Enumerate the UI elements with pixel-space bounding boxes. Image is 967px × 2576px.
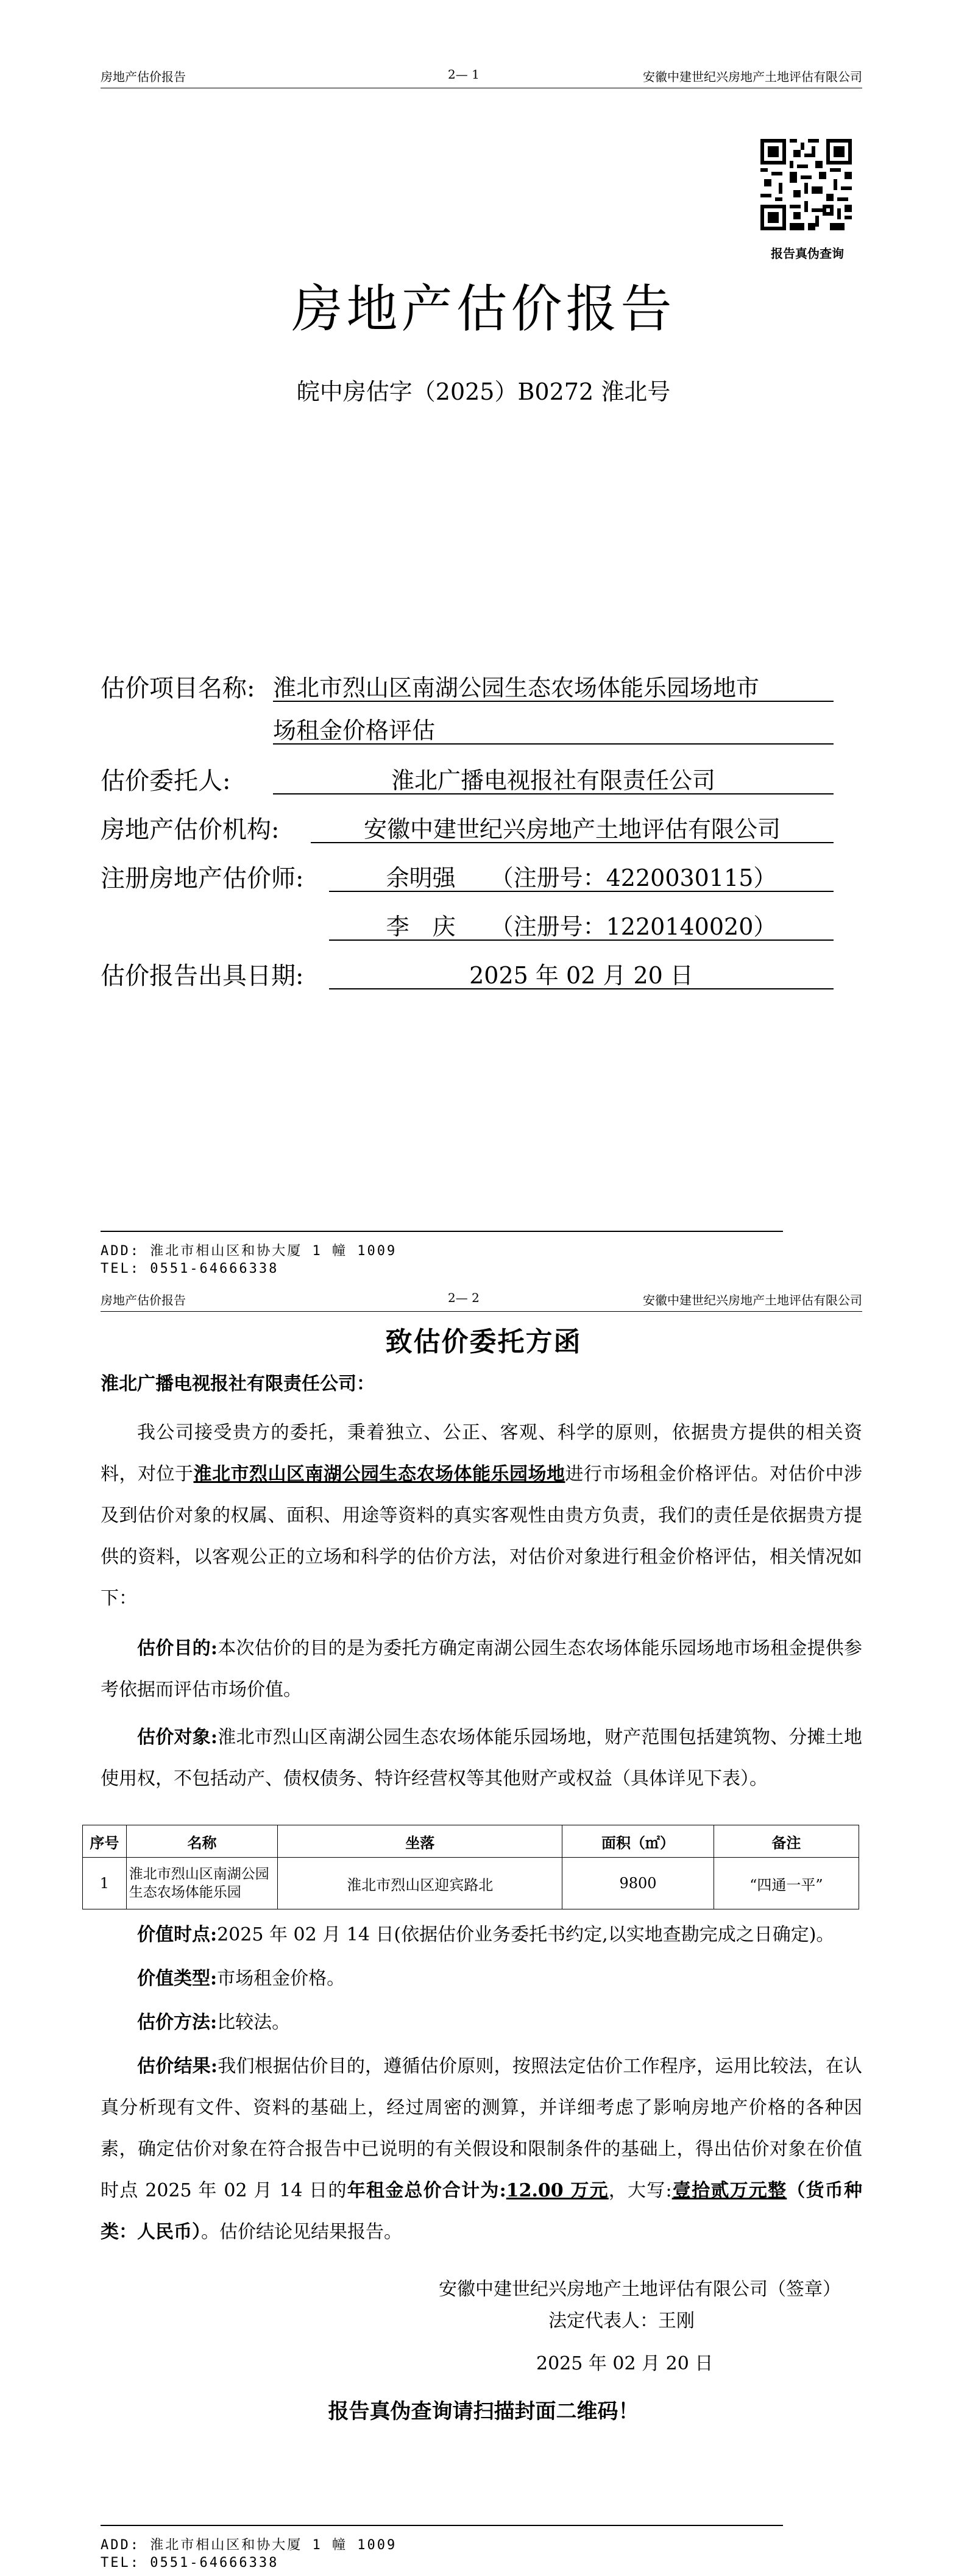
time-label: 价值时点: (137, 1924, 218, 1945)
agency-value: 安徽中建世纪兴房地产土地评估有限公司 (311, 810, 834, 843)
footer-tel: TEL: 0551-64666338 (101, 2555, 279, 2571)
method-paragraph: 估价方法:比较法。 (137, 2012, 291, 2033)
valuer-2: 李 庆 （注册号：1220140020） (329, 908, 834, 941)
result-amount-upper: 壹拾贰万元整 (671, 2180, 787, 2201)
object-paragraph: 估价对象:淮北市烈山区南湖公园生态农场体能乐园场地，财产范围包括建筑物、分摊土地使用权，不包括动产、债权债务、特许经营权等其他财产或权益（具体详见下表）。 (101, 1727, 863, 1789)
client-value: 淮北广播电视报社有限责任公司 (273, 762, 834, 794)
footer-divider (101, 2525, 783, 2526)
footer-address: ADD: 淮北市相山区和协大厦 1 幢 1009 (101, 2538, 397, 2553)
purpose-paragraph: 估价目的:本次估价的目的是为委托方确定南湖公园生态农场体能乐园场地市场租金提供参考依据而评估市场价值。 (101, 1638, 863, 1700)
project-label: 估价项目名称: (101, 674, 255, 702)
object-label: 估价对象: (137, 1727, 218, 1748)
method-label: 估价方法: (137, 2012, 218, 2033)
table-header: 序号 (83, 1825, 127, 1858)
table-cell: 1 (83, 1858, 127, 1909)
subject-name: 淮北市烈山区南湖公园生态农场体能乐园场地 (193, 1463, 565, 1485)
table-cell: 淮北市烈山区迎宾路北 (278, 1858, 562, 1909)
page-number: 2— 1 (448, 67, 480, 82)
letter-title: 致估价委托方函 (385, 1326, 582, 1357)
project-value-line1: 淮北市烈山区南湖公园生态农场体能乐园场地市 (273, 669, 834, 702)
footer-divider (101, 1231, 783, 1232)
page-header (101, 1290, 862, 1312)
sign-date: 2025 年 02 月 20 日 (536, 2353, 714, 2374)
result-paragraph: 估价结果:我们根据估价目的，遵循估价原则，按照法定估价工作程序，运用比较法，在认真分析现有文件、资料的基础上，经过周密的测算，并详细考虑了影响房地产价格的各种因素，确定估价对象在符合报告中已说明的有关假设和限制条件的基础上，得出估价对象在价值时点 2025 年 02 月 14 日的年租金总价合计为:12.00 万元，大写:壹拾贰万元整（货币种类：人民币）。估价结论见结果报告。 (101, 2056, 863, 2243)
qr-code-icon[interactable] (760, 139, 852, 230)
qr-caption: 报告真伪查询 (771, 246, 844, 261)
client-label: 估价委托人: (101, 767, 231, 795)
table-header: 坐落 (278, 1825, 562, 1858)
valuer-1: 余明强 （注册号：4220030115） (329, 859, 834, 892)
report-cover-page (0, 0, 967, 1282)
footer-address: ADD: 淮北市相山区和协大厦 1 幢 1009 (101, 1244, 397, 1259)
project-value-line2: 场租金价格评估 (273, 712, 834, 745)
letter-page (0, 1282, 967, 2576)
document-number: 皖中房估字（2025）B0272 淮北号 (296, 378, 671, 405)
header-left: 房地产估价报告 (101, 69, 186, 84)
purpose-label: 估价目的: (137, 1638, 218, 1659)
footer-tel: TEL: 0551-64666338 (101, 1261, 279, 1276)
date-value: 2025 年 02 月 20 日 (329, 957, 834, 989)
sign-org: 安徽中建世纪兴房地产土地评估有限公司（签章） (439, 2279, 841, 2300)
addressee: 淮北广播电视报社有限责任公司： (101, 1373, 375, 1395)
header-org: 安徽中建世纪兴房地产土地评估有限公司 (643, 69, 862, 84)
date-label: 估价报告出具日期: (101, 962, 304, 990)
header-org: 安徽中建世纪兴房地产土地评估有限公司 (643, 1293, 862, 1307)
type-label: 价值类型: (137, 1968, 218, 1989)
report-title: 房地产估价报告 (291, 279, 676, 339)
sign-representative: 法定代表人：王刚 (548, 2310, 695, 2332)
authenticity-note: 报告真伪查询请扫描封面二维码！ (328, 2399, 639, 2424)
table-header: 备注 (714, 1825, 859, 1858)
table-header-row (83, 1825, 859, 1858)
table-row (83, 1858, 859, 1909)
header-left: 房地产估价报告 (101, 1293, 186, 1307)
intro-paragraph: 我公司接受贵方的委托，秉着独立、公正、客观、科学的原则，依据贵方提供的相关资料，对位于淮北市烈山区南湖公园生态农场体能乐园场地进行市场租金价格评估。对估价中涉及到估价对象的权属、面积、用途等资料的真实客观性由贵方负责，我们的责任是依据贵方提供的资料，以客观公正的立场和科学的估价方法，对估价对象进行租金价格评估，相关情况如下： (101, 1422, 862, 1609)
table-cell: “四通一平” (714, 1858, 859, 1909)
type-paragraph: 价值类型:市场租金价格。 (137, 1968, 345, 1989)
result-label: 估价结果: (137, 2056, 218, 2077)
property-table (82, 1825, 859, 1909)
table-cell: 9800 (562, 1858, 714, 1909)
page-header (101, 67, 862, 88)
result-amount: 12.00 万元 (506, 2180, 609, 2201)
page-number: 2— 2 (448, 1290, 480, 1305)
table-header: 面积（㎡） (562, 1825, 714, 1858)
time-paragraph: 价值时点:2025 年 02 月 14 日(依据估价业务委托书约定,以实地查勘完成之日确定)。 (137, 1924, 835, 1945)
table-header: 名称 (126, 1825, 278, 1858)
table-cell: 淮北市烈山区南湖公园生态农场体能乐园 (126, 1858, 278, 1909)
valuer-label: 注册房地产估价师: (101, 865, 304, 893)
agency-label: 房地产估价机构: (101, 816, 280, 844)
